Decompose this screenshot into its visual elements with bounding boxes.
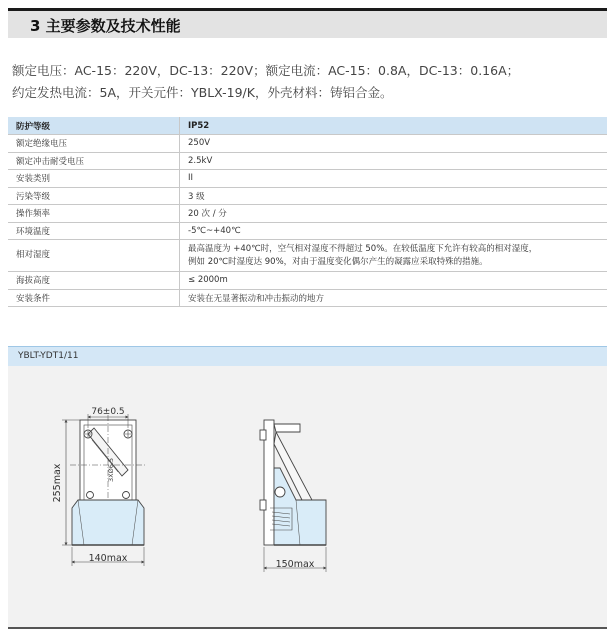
row-key: 安装条件 xyxy=(8,289,180,307)
bottom-rule xyxy=(8,627,607,629)
dim-top-width: 76±0.5 xyxy=(91,407,125,417)
row-value: -5℃~+40℃ xyxy=(180,222,608,240)
side-view xyxy=(260,420,326,572)
front-view xyxy=(62,414,145,566)
section-title: 3 主要参数及技术性能 xyxy=(30,17,181,35)
row-key: 污染等级 xyxy=(8,187,180,205)
row-key: 额定冲击耐受电压 xyxy=(8,152,180,170)
row-value: 3 级 xyxy=(180,187,608,205)
row-value: II xyxy=(180,170,608,188)
row-key: 相对湿度 xyxy=(8,240,180,272)
row-value-line-2: 例如 20℃时湿度达 90%，对由于温度变化偶尔产生的凝露应采取特殊的措施。 xyxy=(188,256,488,267)
intro-line-1: 额定电压：AC-15：220V，DC-13：220V；额定电流：AC-15：0.8A，DC-13：0.16A； xyxy=(12,63,520,78)
row-value: 250V xyxy=(180,135,608,153)
intro-line-2: 约定发热电流：5A，开关元件：YBLX-19/K，外壳材料：铸铝合金。 xyxy=(12,85,393,100)
row-key: 额定绝缘电压 xyxy=(8,135,180,153)
row-value: 20 次 / 分 xyxy=(180,205,608,223)
model-name: YBLT-YDT1/11 xyxy=(8,347,607,366)
row-value-line-1: 最高温度为 +40℃时，空气相对湿度不得超过 50%。在较低温度下允许有较高的相对湿度， xyxy=(188,243,538,254)
table-header-key: 防护等级 xyxy=(8,117,180,135)
row-key: 安装类别 xyxy=(8,170,180,188)
row-value: ≤ 2000m xyxy=(180,272,608,290)
row-value: 2.5kV xyxy=(180,152,608,170)
dim-front-width: 140max xyxy=(88,553,128,564)
dim-side-width: 150max xyxy=(275,559,315,570)
row-value: 安装在无显著振动和冲击振动的地方 xyxy=(180,289,608,307)
row-key: 海拔高度 xyxy=(8,272,180,290)
dim-height: 255max xyxy=(52,463,63,503)
dim-hole: 3XØ6.5 xyxy=(107,457,115,483)
row-key: 操作频率 xyxy=(8,205,180,223)
table-header-value: IP52 xyxy=(180,117,608,135)
row-key: 环境温度 xyxy=(8,222,180,240)
